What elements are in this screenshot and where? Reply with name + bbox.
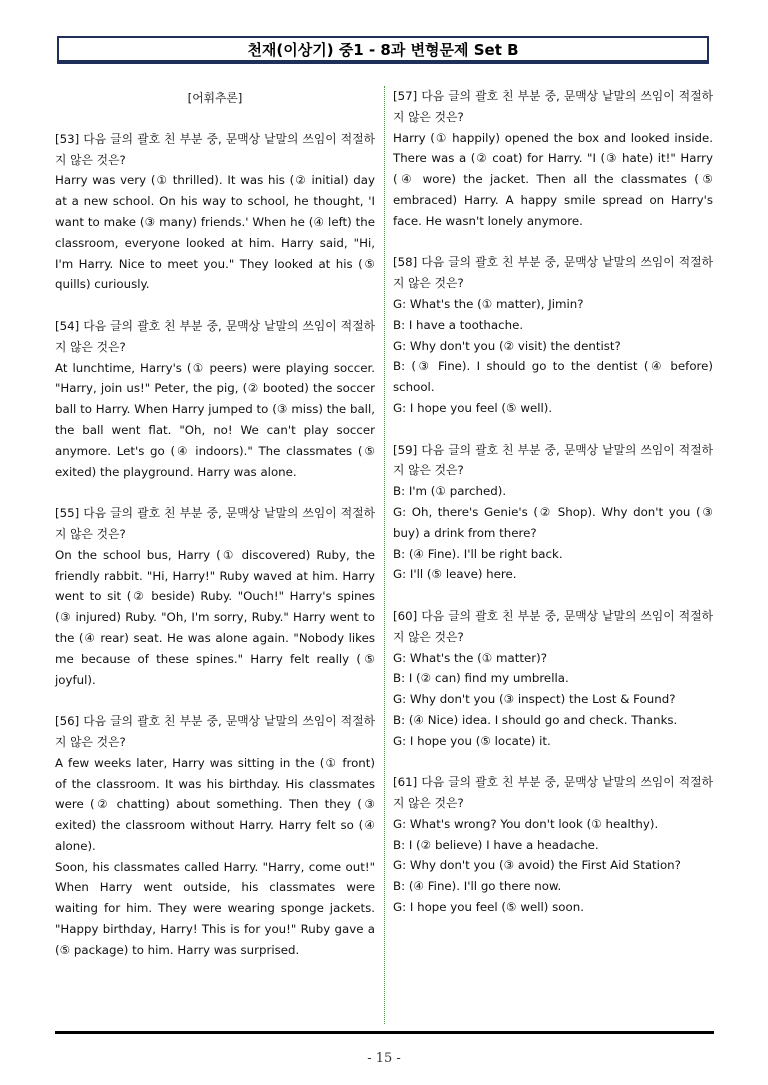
question-text-line: G: I hope you feel (⑤ well). [393, 400, 553, 415]
question-text-line: G: I hope you (⑤ locate) it. [393, 733, 551, 748]
question-block [55, 316, 375, 482]
section-title: [어휘추론] [187, 91, 243, 105]
question-block [55, 503, 375, 690]
question-heading: [53] 다음 글의 괄호 친 부분 중, 문맥상 낱말의 쓰임이 적절하지 않은 것은? [55, 131, 375, 167]
question-text-line: G: Why don't you (③ inspect) the Lost & Found? [393, 692, 676, 707]
question-block [393, 772, 713, 918]
question-text-line: Soon, his classmates called Harry. "Harry, come out!" When Harry went outside, his classmates were waiting for him. They were wearing sponge jackets. "Happy birthday, Harry! This is for you!" Ruby gave a (⑤ package) to him. Harry was surprised. [55, 859, 375, 957]
question-heading: [59] 다음 글의 괄호 친 부분 중, 문맥상 낱말의 쓰임이 적절하지 않은 것은? [393, 442, 713, 478]
question-heading: [61] 다음 글의 괄호 친 부분 중, 문맥상 낱말의 쓰임이 적절하지 않은 것은? [393, 775, 713, 811]
question-text-line: B: I (② can) find my umbrella. [393, 671, 569, 686]
right-column [393, 86, 713, 939]
question-text-line: B: (④ Nice) idea. I should go and check. Thanks. [393, 712, 678, 727]
question-text-line: G: What's wrong? You don't look (① healthy). [393, 816, 659, 831]
question-block [393, 606, 713, 752]
question-text-line: G: What's the (① matter), Jimin? [393, 296, 584, 311]
question-text-line: Harry was very (① thrilled). It was his (② initial) day at a new school. On his way to school, he thought, 'I want to make (③ many) friends.' When he (④ left) the classroom, everyone looked at him. Harry said, "Hi, I'm Harry. Nice to meet you." They looked at his (⑤ quills) curiously. [55, 173, 375, 292]
question-block [393, 86, 713, 232]
question-text-line: At lunchtime, Harry's (① peers) were playing soccer. "Harry, join us!" Peter, the pig, (② booted) the soccer ball to Harry. When Harry jumped to (③ miss) the ball, the ball went flat. "Oh, no! We can't play soccer anymore. Let's go (④ indoors)." The classmates (⑤ exited) the playground. Harry was alone. [55, 360, 375, 479]
question-text-line: A few weeks later, Harry was sitting in the (① front) of the classroom. It was his birthday. His classmates were (② chatting) about something. Then they (③ exited) the classroom without Harry. Harry felt so (④ alone). [55, 755, 375, 853]
question-heading: [57] 다음 글의 괄호 친 부분 중, 문맥상 낱말의 쓰임이 적절하지 않은 것은? [393, 89, 713, 124]
question-heading: [54] 다음 글의 괄호 친 부분 중, 문맥상 낱말의 쓰임이 적절하지 않은 것은? [55, 318, 375, 354]
question-text-line: G: What's the (① matter)? [393, 650, 547, 665]
question-block [55, 711, 375, 961]
question-text-line: B: (④ Fine). I'll be right back. [393, 546, 563, 561]
question-text-line: G: Oh, there's Genie's (② Shop). Why don't you (③ buy) a drink from there? [393, 504, 713, 540]
question-block [393, 252, 713, 418]
question-text-line: G: I hope you feel (⑤ well) soon. [393, 900, 584, 915]
left-column [55, 86, 375, 981]
question-block [393, 440, 713, 586]
question-text-line: B: I (② believe) I have a headache. [393, 837, 599, 852]
question-heading: [58] 다음 글의 괄호 친 부분 중, 문맥상 낱말의 쓰임이 적절하지 않은 것은? [393, 255, 713, 291]
question-text-line: B: I have a toothache. [393, 317, 524, 332]
question-text-line: B: (③ Fine). I should go to the dentist (④ before) school. [393, 359, 713, 395]
question-block [55, 129, 375, 295]
footer-rule [55, 1031, 714, 1034]
page-number: - 15 - [367, 1051, 401, 1066]
question-text-line: G: I'll (⑤ leave) here. [393, 567, 517, 582]
question-text-line: B: (④ Fine). I'll go there now. [393, 879, 562, 894]
question-text-line: G: Why don't you (③ avoid) the First Aid Station? [393, 858, 681, 873]
page-title: 천재(이상기) 중1 - 8과 변형문제 Set B [57, 36, 709, 64]
question-heading: [55] 다음 글의 괄호 친 부분 중, 문맥상 낱말의 쓰임이 적절하지 않은 것은? [55, 506, 375, 541]
question-heading: [60] 다음 글의 괄호 친 부분 중, 문맥상 낱말의 쓰임이 적절하지 않은 것은? [393, 608, 713, 644]
question-text-line: On the school bus, Harry (① discovered) Ruby, the friendly rabbit. "Hi, Harry!" Ruby waved at him. Harry went to sit (② beside) Ruby. "Ouch!" Harry's spines (③ injured) Ruby. "Oh, I'm sorry, Ruby." Harry went to the (④ rear) seat. He was alone again. "Nobody likes me because of these spines." Harry felt really (⑤ joyful). [55, 547, 375, 687]
column-divider [384, 86, 385, 1024]
question-text-line: Harry (① happily) opened the box and looked inside. There was a (② coat) for Harry. "I (③ hate) it!" Harry (④ wore) the jacket. Then all the classmates (⑤ embraced) Harry. A happy smile spread on Harry's face. He wasn't lonely anymore. [393, 130, 713, 228]
question-heading: [56] 다음 글의 괄호 친 부분 중, 문맥상 낱말의 쓰임이 적절하지 않은 것은? [55, 714, 375, 749]
question-text-line: G: Why don't you (② visit) the dentist? [393, 338, 621, 353]
question-text-line: B: I'm (① parched). [393, 484, 507, 499]
